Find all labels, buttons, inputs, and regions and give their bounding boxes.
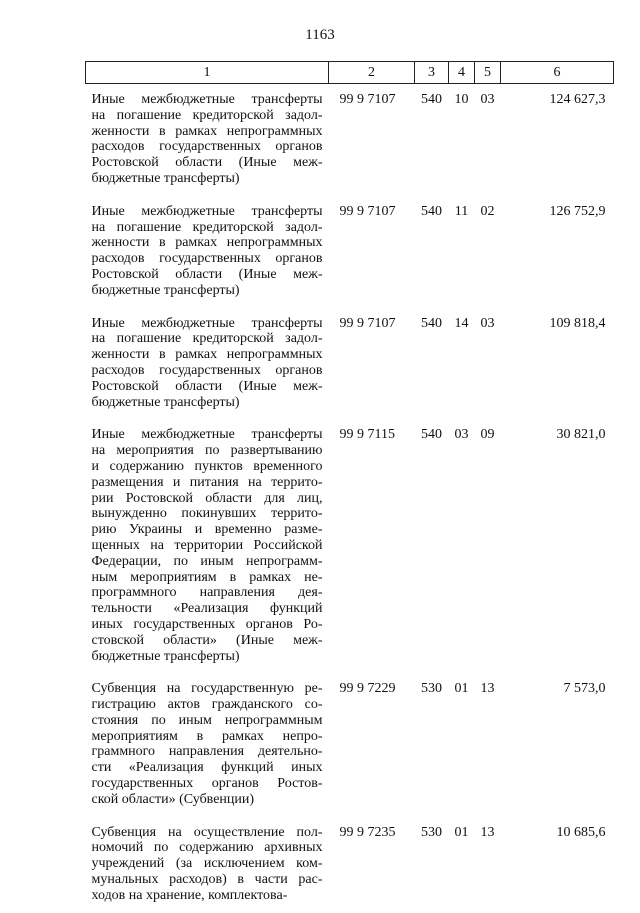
subsection-code: 09 [480, 427, 495, 443]
description-line: мунальных расходов) в части рас- [91, 872, 323, 888]
description-line: мероприятиям в рамках непро- [91, 728, 323, 744]
expense-type-code: 540 [421, 427, 442, 443]
description-line: Ростовской области (Иные меж- [91, 378, 323, 394]
item-description [86, 308, 329, 420]
description-line: рии Ростовской области для лиц, [91, 490, 323, 506]
description-line: граммного направления деятельно- [91, 744, 323, 760]
section-code: 01 [454, 824, 469, 840]
item-description [86, 419, 329, 673]
subsection-code: 13 [480, 681, 495, 697]
description-line: расходов государственных органов [91, 362, 323, 378]
target-article-code: 99 9 7229 [339, 681, 396, 697]
description-line: женности в рамках непрограммных [91, 123, 323, 139]
description-line: Федерации, по иным непрограмм- [91, 553, 323, 569]
description-line: гистрацию актов гражданского со- [91, 697, 323, 713]
description-line: Ростовской области (Иные меж- [91, 266, 323, 282]
description-line: на погашение кредиторской задол- [91, 331, 323, 347]
subsection-code: 02 [480, 203, 495, 219]
section-code: 03 [454, 427, 469, 443]
expense-type-code: 540 [421, 92, 442, 107]
description-line: Иные межбюджетные трансферты [91, 203, 323, 219]
description-line: Иные межбюджетные трансферты [91, 427, 323, 443]
description-line: вынужденно покинувших террито- [91, 506, 323, 522]
subsection-code: 03 [480, 315, 495, 331]
amount-value: 126 752,9 [549, 203, 606, 219]
amount-value: 7 573,0 [563, 681, 606, 697]
description-line: тельности «Реализация функций [91, 601, 323, 617]
description-line: номочий по содержанию архивных [91, 840, 323, 856]
description-line: иных государственных органов Ро- [91, 616, 323, 632]
target-article-code: 99 9 7107 [339, 92, 396, 107]
description-line: ской области» (Субвенции) [91, 791, 255, 807]
subsection-code: 13 [480, 824, 495, 840]
column-header: 2 [329, 62, 415, 84]
description-line: бюджетные трансферты) [91, 648, 240, 664]
table-row [86, 196, 614, 308]
header-row [86, 62, 614, 84]
amount-value: 124 627,3 [549, 92, 606, 107]
item-description [86, 84, 329, 196]
description-line: и содержанию пунктов временного [91, 458, 323, 474]
description-line: расходов государственных органов [91, 251, 323, 267]
description-line: программного направления дея- [91, 585, 323, 601]
table-body [86, 84, 614, 913]
column-header: 6 [501, 62, 614, 84]
description-line: щенных на территории Российской [91, 537, 323, 553]
column-header: 5 [475, 62, 501, 84]
page-number: 1163 [305, 27, 335, 43]
description-line: бюджетные трансферты) [91, 282, 240, 298]
description-line: женности в рамках непрограммных [91, 347, 323, 363]
description-line: на погашение кредиторской задол- [91, 219, 323, 235]
section-code: 14 [454, 315, 469, 331]
amount-value: 109 818,4 [549, 315, 606, 331]
description-line: сти «Реализация функций иных [91, 760, 323, 776]
description-line: Иные межбюджетные трансферты [91, 92, 323, 107]
target-article-code: 99 9 7107 [339, 315, 396, 331]
description-line: Иные межбюджетные трансферты [91, 315, 323, 331]
description-line: Субвенция на государственную ре- [91, 681, 323, 697]
expense-type-code: 530 [421, 824, 442, 840]
subsection-code: 03 [480, 92, 495, 107]
description-line: ходов на хранение, комплектова- [91, 887, 288, 903]
description-line: стояния по иным непрограммным [91, 712, 323, 728]
budget-table [85, 61, 614, 913]
column-header: 4 [449, 62, 475, 84]
description-line: рию Украины и временно разме- [91, 522, 323, 538]
description-line: размещения и питания на террито- [91, 474, 323, 490]
table-row [86, 673, 614, 816]
table-row [86, 84, 614, 196]
description-line: государственных органов Ростов- [91, 776, 323, 792]
expense-type-code: 530 [421, 681, 442, 697]
amount-value: 10 685,6 [556, 824, 606, 840]
description-line: на погашение кредиторской задол- [91, 107, 323, 123]
amount-value: 30 821,0 [556, 427, 606, 443]
table-row [86, 308, 614, 420]
item-description [86, 196, 329, 308]
description-line: женности в рамках непрограммных [91, 235, 323, 251]
column-header: 3 [415, 62, 449, 84]
target-article-code: 99 9 7235 [339, 824, 396, 840]
description-line: стовской области» (Иные меж- [91, 632, 323, 648]
description-line: учреждений (за исключением ком- [91, 856, 323, 872]
table-row [86, 419, 614, 673]
expense-type-code: 540 [421, 203, 442, 219]
description-line: Ростовской области (Иные меж- [91, 155, 323, 171]
target-article-code: 99 9 7115 [339, 427, 395, 443]
expense-type-code: 540 [421, 315, 442, 331]
column-header: 1 [86, 62, 329, 84]
description-line: бюджетные трансферты) [91, 394, 240, 410]
description-line: бюджетные трансферты) [91, 170, 240, 186]
description-line: Субвенция на осуществление пол- [91, 824, 323, 840]
item-description [86, 673, 329, 816]
section-code: 01 [454, 681, 469, 697]
description-line: расходов государственных органов [91, 139, 323, 155]
target-article-code: 99 9 7107 [339, 203, 396, 219]
table-row [86, 817, 614, 913]
description-line: ным мероприятиям в рамках не- [91, 569, 323, 585]
section-code: 11 [454, 203, 469, 219]
section-code: 10 [454, 92, 469, 107]
description-line: на мероприятия по развертыванию [91, 443, 323, 459]
item-description [86, 817, 329, 913]
